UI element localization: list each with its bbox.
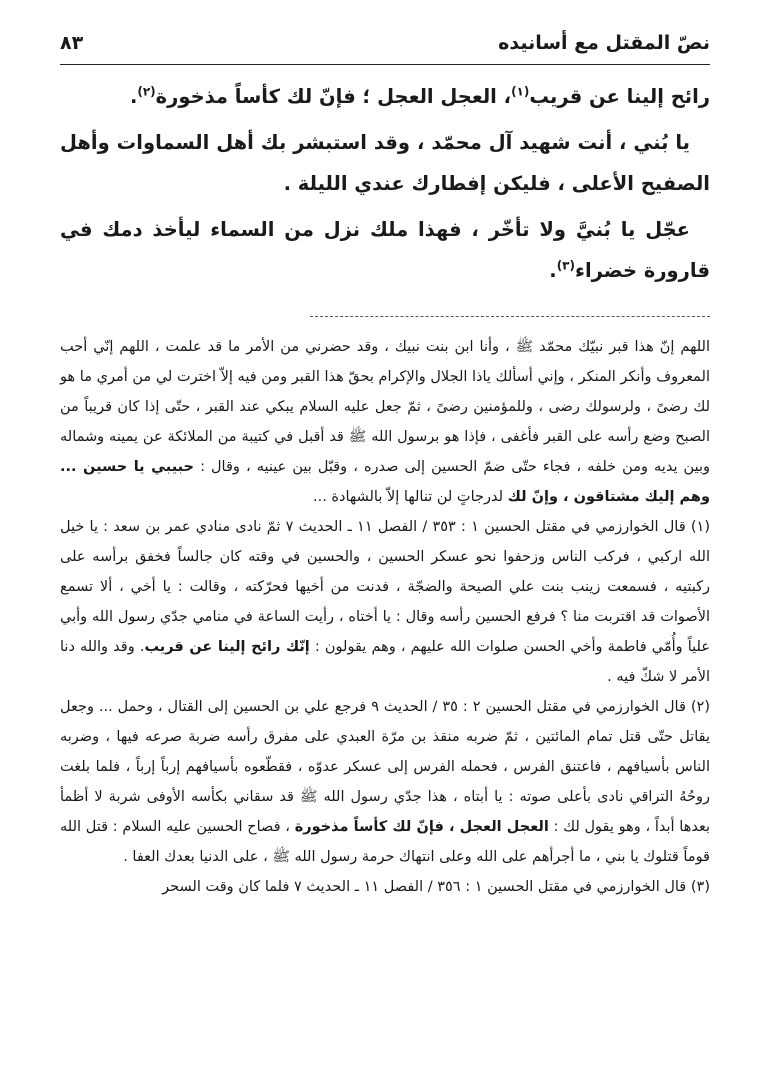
text-run: . bbox=[129, 85, 138, 108]
text-run: عجّل يا بُنيَّ ولا تأخّر ، فهذا ملك نزل من السماء ليأخذ دمك في قارورة خضراء bbox=[60, 218, 710, 282]
footnote-continuation bbox=[60, 332, 710, 512]
footnote-divider bbox=[310, 316, 710, 317]
main-text bbox=[60, 76, 710, 296]
running-title: نصّ المقتل مع أسانيده bbox=[498, 32, 710, 54]
footnote bbox=[60, 872, 710, 902]
footnotes bbox=[60, 332, 710, 902]
text-run: قال الخوارزمي في مقتل الحسين ١ : ٣٥٣ / الفصل ١١ ـ الحديث ٧ ثمّ نادى منادي عمر بن سعد : يا خيل الله اركبي ، فركب الناس وزحفوا نحو عسكر الحسين ، والحسين في وقته كان جالساً فخفق برأسه على ركبتيه ، فسمعت زينب بنت علي الصيحة والضجّة ، فدنت من أخيها فحرّكته ، وقالت : يا أخي ، ألا تسمع الأصوات قد اقتربت منا ؟ فرفع الحسين رأسه وقال : يا أختاه ، رأيت الساعة في منامي جدّي رسول الله وأبي علياً وأُمّي فاطمة وأخي الحسن صلوات الله عليهم ، وهم يقولون : bbox=[60, 519, 711, 655]
footnote-ref: (١) bbox=[511, 84, 530, 99]
footnote-label: (٣) bbox=[690, 879, 710, 895]
bold-quote: العجل العجل ، فإنّ لك كأساً مذخورة bbox=[294, 819, 549, 835]
paragraph bbox=[60, 209, 710, 291]
text-run: ، العجل العجل ؛ فإنّ لك كأساً مذخورة bbox=[155, 85, 512, 108]
footnote-ref: (٣) bbox=[556, 258, 575, 273]
paragraph bbox=[60, 76, 710, 117]
text-run: ، فصاح الحسين عليه السلام : قتل الله قوماً قتلوك يا بني ، ما أجرأهم على الله وعلى انتهاك حرمة رسول الله ﷺ ، على الدنيا بعدك العفا . bbox=[60, 819, 710, 865]
footnote-ref: (٢) bbox=[137, 84, 156, 99]
text-run: رائح إلينا عن قريب bbox=[529, 85, 710, 108]
bold-quote: إنّك رائح إلينا عن قريب bbox=[144, 639, 310, 655]
text-run: لدرجاتٍ لن تنالها إلاّ بالشهادة ... bbox=[312, 489, 503, 505]
footnote-label: (٢) bbox=[690, 699, 710, 715]
page-number: ٨٣ bbox=[60, 32, 84, 54]
text-run: قال الخوارزمي في مقتل الحسين ١ : ٣٥٦ / الفصل ١١ ـ الحديث ٧ فلما كان وقت السحر bbox=[162, 879, 687, 895]
text-run: . وقد والله دنا الأمر لا شكّ فيه . bbox=[60, 639, 710, 685]
footnote-label: (١) bbox=[690, 519, 710, 535]
text-run: قال الخوارزمي في مقتل الحسين ٢ : ٣٥ / الحديث ٩ فرجع علي بن الحسين إلى القتال ، وحمل ... وجعل يقاتل حتّى قتل تمام المائتين ، ثمّ ضربه منقذ بن مرّة العبدي على مفرق رأسه ضربة صرعه فيها ، وضربه الناس بأسيافهم ، فاعتنق الفرس ، فحمله الفرس إلى عسكر عدوّه ، فقطّعوه بأسيافهم إرباً إرباً ، فلما بلغت روحُهُ التراقي نادى بأعلى صوته : يا أبتاه ، هذا جدّي رسول الله ﷺ قد سقاني بكأسه الأوفى شربة لا أظمأ بعدها أبداً ، وهو يقول لك : bbox=[60, 699, 711, 835]
bold-quote: حبيبي يا حسين ... وهم إليك مشتاقون ، وإنّ لك bbox=[60, 459, 710, 505]
text-run: اللهم إنّ هذا قبر نبيّك محمّد ﷺ ، وأنا ابن بنت نبيك ، وقد حضرني من الأمر ما قد علمت ، اللهم إنّي أحب المعروف وأنكر المنكر ، وإني أسألك ياذا الجلال والإكرام بحقّ هذا القبر ومن فيه إلاّ اخترت لي من أمري ما هو لك رضىً ، ولرسولك رضى ، وللمؤمنين رضىً ، ثمّ جعل عليه السلام يبكي عند القبر ، حتّى إذا كان قريباً من الصبح وضع رأسه على القبر فأغفى ، فإذا هو برسول الله ﷺ قد أقبل في كتيبة من الملائكة عن يمينه وشماله وبين يديه ومن خلفه ، فجاء حتّى ضمّ الحسين إلى صدره ، وقبّل بين عينيه ، وقال : bbox=[60, 339, 711, 475]
page-header bbox=[60, 28, 710, 65]
paragraph: يا بُني ، أنت شهيد آل محمّد ، وقد استبشر بك أهل السماوات وأهل الصفيح الأعلى ، فليكن إفطارك عندي الليلة . bbox=[60, 131, 710, 195]
footnote bbox=[60, 692, 710, 872]
footnote bbox=[60, 512, 710, 692]
text-run: . bbox=[549, 259, 557, 282]
